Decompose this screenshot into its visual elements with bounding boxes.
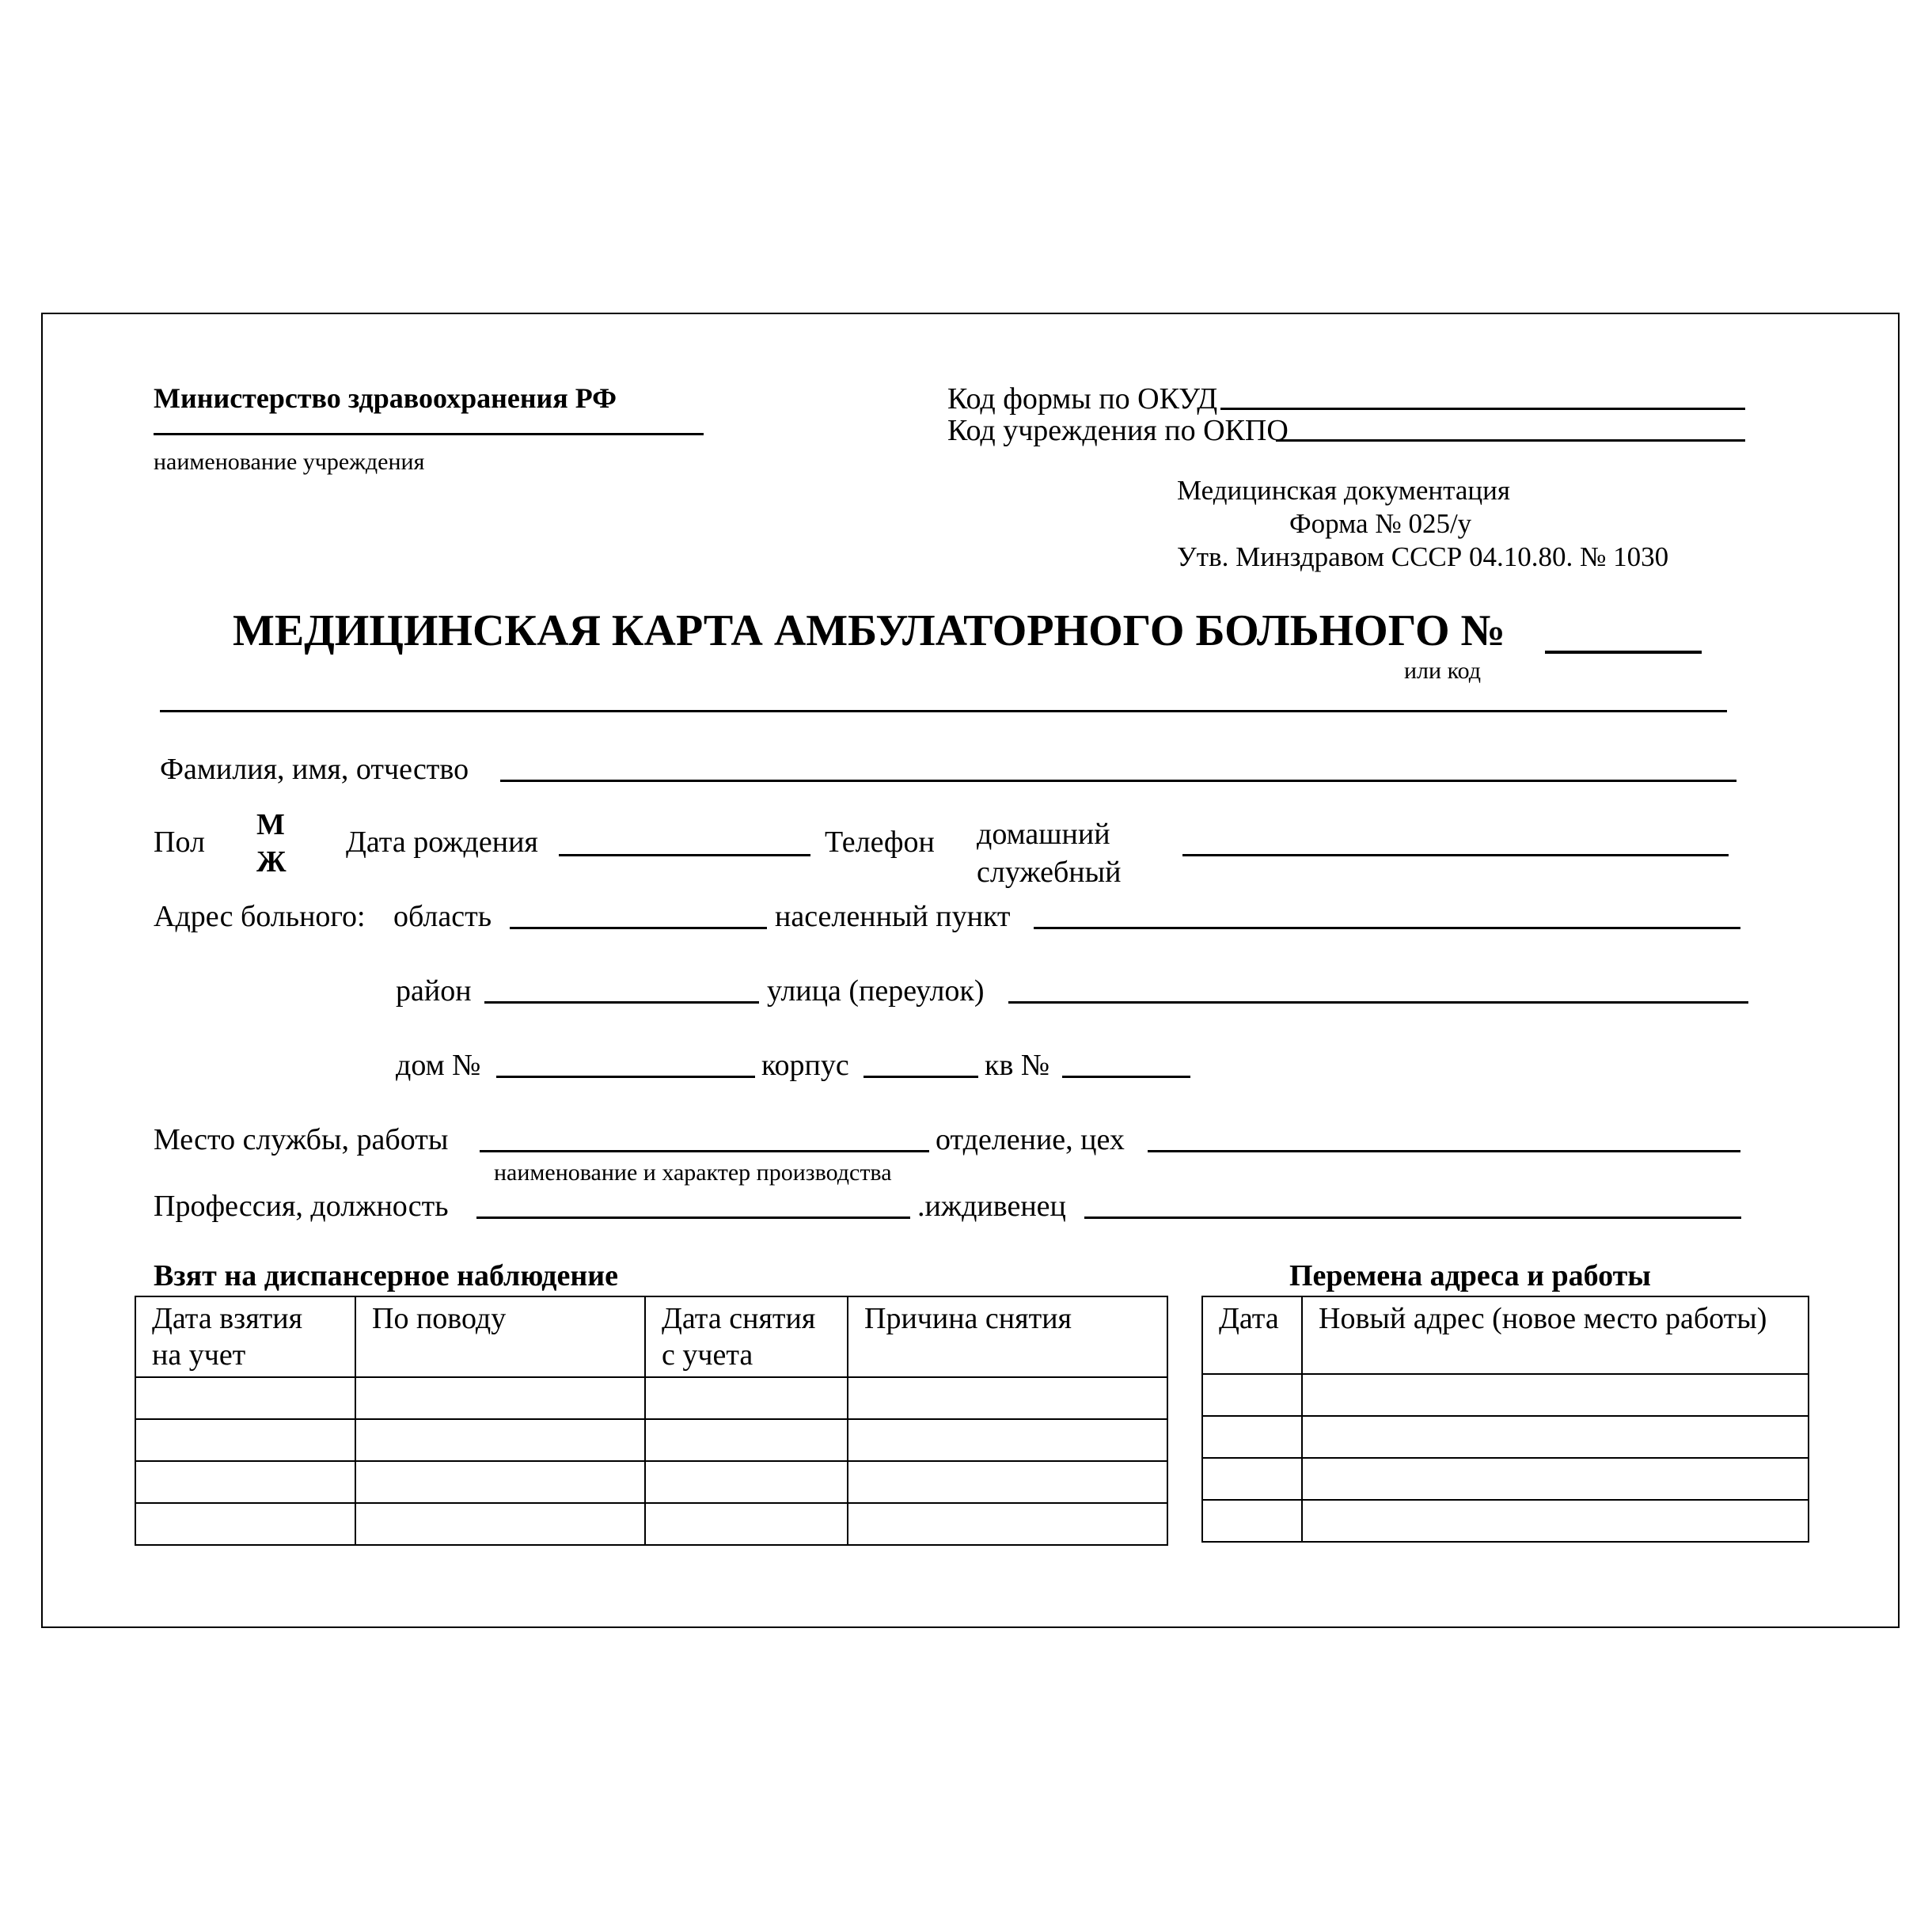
table-cell[interactable] <box>135 1503 355 1545</box>
table-cell[interactable] <box>645 1461 848 1503</box>
building-line[interactable] <box>864 1076 978 1078</box>
column-header: Дата взятия на учет <box>135 1296 355 1377</box>
region-line[interactable] <box>510 927 767 929</box>
column-header: Новый адрес (новое место работы) <box>1302 1296 1809 1374</box>
card-number-line[interactable] <box>1545 651 1702 654</box>
department-line[interactable] <box>1148 1150 1740 1152</box>
fio-label: Фамилия, имя, отчество <box>160 753 469 786</box>
dependent-label: .иждивенец <box>917 1190 1066 1223</box>
dispensary-table <box>135 1296 1168 1546</box>
okud-code-line[interactable] <box>1220 408 1745 410</box>
column-header: По поводу <box>355 1296 645 1377</box>
table-cell[interactable] <box>1202 1416 1302 1458</box>
med-doc-label: Медицинская документация <box>1177 475 1510 506</box>
phone-label: Телефон <box>825 826 935 859</box>
table-cell[interactable] <box>645 1377 848 1419</box>
sex-option-f[interactable]: Ж <box>256 845 287 879</box>
table-cell[interactable] <box>1202 1374 1302 1416</box>
apartment-label: кв № <box>985 1049 1050 1082</box>
address-change-title: Перемена адреса и работы <box>1289 1259 1651 1292</box>
code-line[interactable] <box>160 710 1727 712</box>
workplace-line[interactable] <box>480 1150 929 1152</box>
sex-option-m[interactable]: М <box>256 808 285 841</box>
form-title: МЕДИЦИНСКАЯ КАРТА АМБУЛАТОРНОГО БОЛЬНОГО № <box>233 606 1505 655</box>
table-cell[interactable] <box>645 1503 848 1545</box>
street-label: улица (переулок) <box>767 974 985 1008</box>
table-cell[interactable] <box>135 1377 355 1419</box>
ministry-name: Министерство здравоохранения РФ <box>154 382 617 414</box>
table-row <box>135 1461 1167 1503</box>
birth-date-line[interactable] <box>559 854 810 856</box>
table-cell[interactable] <box>355 1377 645 1419</box>
fio-line[interactable] <box>500 780 1737 782</box>
house-line[interactable] <box>496 1076 755 1078</box>
locality-line[interactable] <box>1034 927 1740 929</box>
birth-date-label: Дата рождения <box>346 826 538 859</box>
dependent-line[interactable] <box>1084 1217 1741 1219</box>
table-cell[interactable] <box>848 1503 1167 1545</box>
table-row <box>135 1377 1167 1419</box>
phone-work-label: служебный <box>977 856 1122 889</box>
workplace-caption: наименование и характер производства <box>494 1160 892 1186</box>
table-cell[interactable] <box>355 1419 645 1461</box>
table-cell[interactable] <box>135 1419 355 1461</box>
table-row <box>1202 1416 1809 1458</box>
table-cell[interactable] <box>1202 1458 1302 1500</box>
table-cell[interactable] <box>135 1461 355 1503</box>
profession-line[interactable] <box>476 1217 910 1219</box>
department-label: отделение, цех <box>936 1123 1125 1156</box>
address-label: Адрес больного: <box>154 900 366 933</box>
column-header: Дата <box>1202 1296 1302 1374</box>
institution-name-line[interactable] <box>154 433 704 435</box>
profession-label: Профессия, должность <box>154 1190 449 1223</box>
table-cell[interactable] <box>1302 1416 1809 1458</box>
table-cell[interactable] <box>1302 1500 1809 1542</box>
medical-card-form <box>41 313 1900 1628</box>
okpo-label: Код учреждения по ОКПО <box>947 414 1289 447</box>
table-cell[interactable] <box>848 1377 1167 1419</box>
table-row <box>135 1419 1167 1461</box>
column-header: Причина снятия <box>848 1296 1167 1377</box>
district-label: район <box>396 974 472 1008</box>
table-row <box>1202 1374 1809 1416</box>
house-label: дом № <box>396 1049 481 1082</box>
sex-label: Пол <box>154 826 205 859</box>
okpo-code-line[interactable] <box>1276 439 1745 442</box>
apartment-line[interactable] <box>1062 1076 1190 1078</box>
table-cell[interactable] <box>1302 1458 1809 1500</box>
building-label: корпус <box>761 1049 849 1082</box>
table-header-row <box>135 1296 1167 1377</box>
column-header: Дата снятия с учета <box>645 1296 848 1377</box>
table-cell[interactable] <box>1302 1374 1809 1416</box>
table-cell[interactable] <box>848 1419 1167 1461</box>
table-cell[interactable] <box>355 1461 645 1503</box>
table-cell[interactable] <box>645 1419 848 1461</box>
table-header-row <box>1202 1296 1809 1374</box>
locality-label: населенный пункт <box>775 900 1011 933</box>
okud-label: Код формы по ОКУД <box>947 382 1218 416</box>
dispensary-title: Взят на диспансерное наблюдение <box>154 1259 618 1292</box>
institution-caption: наименование учреждения <box>154 449 425 475</box>
form-number: Форма № 025/у <box>1289 508 1472 539</box>
table-cell[interactable] <box>355 1503 645 1545</box>
table-row <box>135 1503 1167 1545</box>
table-row <box>1202 1500 1809 1542</box>
table-cell[interactable] <box>1202 1500 1302 1542</box>
address-change-table <box>1201 1296 1809 1543</box>
street-line[interactable] <box>1008 1001 1748 1004</box>
approval-note: Утв. Минздравом СССР 04.10.80. № 1030 <box>1177 541 1669 572</box>
or-code-caption: или код <box>1404 658 1482 684</box>
table-cell[interactable] <box>848 1461 1167 1503</box>
phone-home-label: домашний <box>977 818 1110 851</box>
region-label: область <box>393 900 492 933</box>
district-line[interactable] <box>484 1001 759 1004</box>
phone-line[interactable] <box>1182 854 1729 856</box>
table-row <box>1202 1458 1809 1500</box>
workplace-label: Место службы, работы <box>154 1123 449 1156</box>
